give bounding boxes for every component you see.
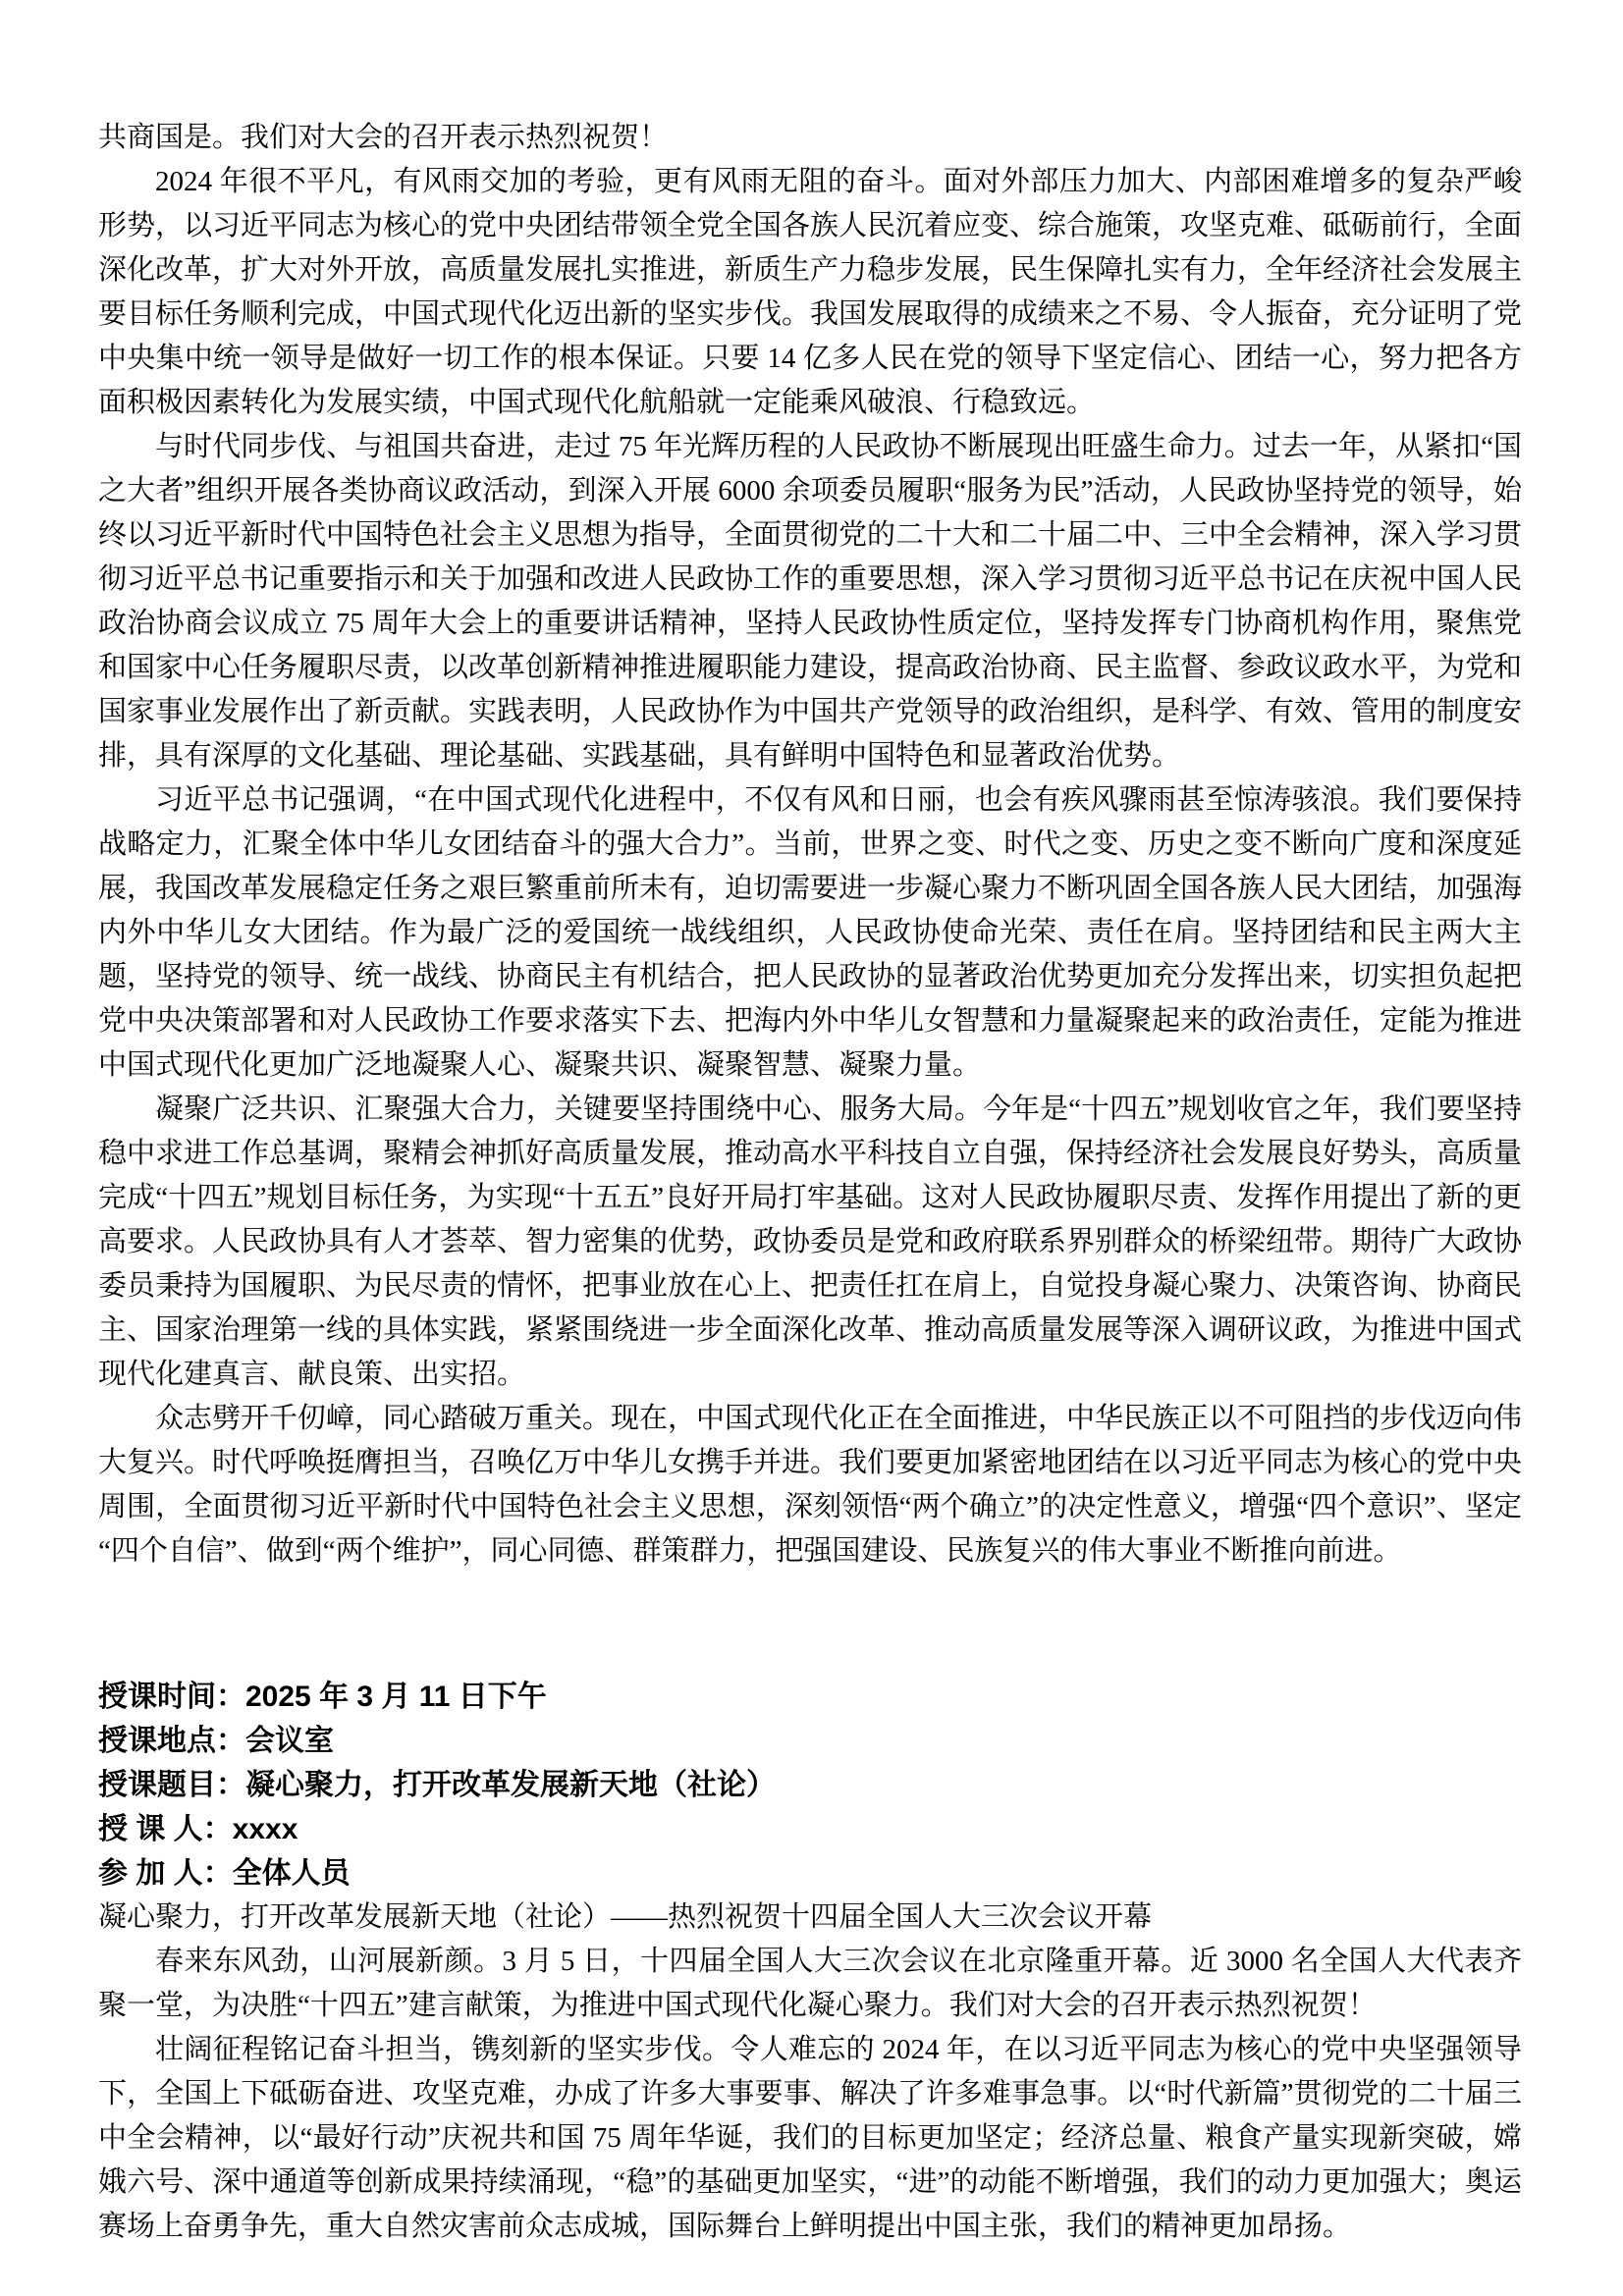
session-label: 授课时间： <box>98 1681 245 1713</box>
paragraph: 2024 年很不平凡，有风雨交加的考验，更有风雨无阻的奋斗。面对外部压力加大、内部困难增多的复杂严峻形势，以习近平同志为核心的党中央团结带领全党全国各族人民沉着应变、综合施策，攻坚克难、砥砺前行，全面深化改革，扩大对外开放，高质量发展扎实推进，新质生产力稳步发展，民生保障扎实有力，全年经济社会发展主要目标任务顺利完成，中国式现代化迈出新的坚实步伐。我国发展取得的成绩来之不易、令人振奋，充分证明了党中央集中统一领导是做好一切工作的根本保证。只要 14 亿多人民在党的领导下坚定信心、团结一心，努力把各方面积极因素转化为发展实绩，中国式现代化航船就一定能乘风破浪、行稳致远。 <box>98 166 1523 418</box>
session-value: 全体人员 <box>232 1857 351 1890</box>
editorial-title: 凝心聚力，打开改革发展新天地（社论）——热烈祝贺十四届全国人大三次会议开幕 <box>98 1901 1153 1933</box>
session-label: 授课地点： <box>98 1725 245 1757</box>
session-info-line-attendees <box>98 1851 1522 1896</box>
session-value: 会议室 <box>245 1725 334 1757</box>
session-info-line-place <box>98 1719 1522 1763</box>
session-label: 授课题目： <box>98 1769 245 1801</box>
session-value: 2025 年 3 月 11 日下午 <box>245 1681 547 1713</box>
paragraph: 共商国是。我们对大会的召开表示热烈祝贺！ <box>98 122 669 153</box>
paragraph: 习近平总书记强调，“在中国式现代化进程中，不仅有风和日丽，也会有疾风骤雨甚至惊涛骇浪。我们要保持战略定力，汇聚全体中华儿女团结奋斗的强大合力”。当前，世界之变、时代之变、历史之变不断向广度和深度延展，我国改革发展稳定任务之艰巨繁重前所未有，迫切需要进一步凝心聚力不断巩固全国各族人民大团结，加强海内外中华儿女大团结。作为最广泛的爱国统一战线组织，人民政协使命光荣、责任在肩。坚持团结和民主两大主题，坚持党的领导、统一战线、协商民主有机结合，把人民政协的显著政治优势更加充分发挥出来，切实担负起把党中央决策部署和对人民政协工作要求落实下去、把海内外中华儿女智慧和力量凝聚起来的政治责任，定能为推进中国式现代化更加广泛地凝聚人心、凝聚共识、凝聚智慧、凝聚力量。 <box>98 784 1523 1081</box>
session-value: 凝心聚力，打开改革发展新天地（社论） <box>245 1769 776 1801</box>
session-label: 参 加 人： <box>98 1857 233 1890</box>
session-info-line-lecturer <box>98 1807 1522 1851</box>
session-info-line-time <box>98 1675 1522 1719</box>
session-label: 授 课 人： <box>98 1813 233 1845</box>
paragraph: 壮阔征程铭记奋斗担当，镌刻新的坚实步伐。令人难忘的 2024 年，在以习近平同志为核心的党中央坚强领导下，全国上下砥砺奋进、攻坚克难，办成了许多大事要事、解决了许多难事急事。以“时代新篇”贯彻党的二十届三中全会精神，以“最好行动”庆祝共和国 75 周年华诞，我们的目标更加坚定；经济总量、粮食产量实现新突破，嫦娥六号、深中通道等创新成果持续涌现，“稳”的基础更加坚实，“进”的动能不断增强，我们的动力更加强大；奥运赛场上奋勇争先，重大自然灾害前众志成城，国际舞台上鲜明提出中国主张，我们的精神更加昂扬。 <box>98 2034 1522 2242</box>
paragraph: 春来东风劲，山河展新颜。3 月 5 日，十四届全国人大三次会议在北京隆重开幕。近 3000 名全国人大代表齐聚一堂，为决胜“十四五”建言献策，为推进中国式现代化凝心聚力。我们对大会的召开表示热烈祝贺！ <box>98 1946 1522 2021</box>
editorial-body <box>98 1896 1522 2249</box>
session-info-block <box>98 1675 1522 1896</box>
paragraph: 与时代同步伐、与祖国共奋进，走过 75 年光辉历程的人民政协不断展现出旺盛生命力。过去一年，从紧扣“国之大者”组织开展各类协商议政活动，到深入开展 6000 余项委员履职“服务为民”活动，人民政协坚持党的领导，始终以习近平新时代中国特色社会主义思想为指导，全面贯彻党的二十大和二十届二中、三中全会精神，深入学习贯彻习近平总书记重要指示和关于加强和改进人民政协工作的重要思想，深入学习贯彻习近平总书记在庆祝中国人民政治协商会议成立 75 周年大会上的重要讲话精神，坚持人民政协性质定位，坚持发挥专门协商机构作用，聚焦党和国家中心任务履职尽责，以改革创新精神推进履职能力建设，提高政治协商、民主监督、参政议政水平，为党和国家事业发展作出了新贡献。实践表明，人民政协作为中国共产党领导的政治组织，是科学、有效、管用的制度安排，具有深厚的文化基础、理论基础、实践基础，具有鲜明中国特色和显著政治优势。 <box>98 431 1523 772</box>
session-info-line-topic <box>98 1763 1522 1807</box>
session-value: xxxx <box>232 1813 298 1845</box>
paragraph: 凝聚广泛共识、汇聚强大合力，关键要坚持围绕中心、服务大局。今年是“十四五”规划收官之年，我们要坚持稳中求进工作总基调，聚精会神抓好高质量发展，推动高水平科技自立自强，保持经济社会发展良好势头，高质量完成“十四五”规划目标任务，为实现“十五五”良好开局打牢基础。这对人民政协履职尽责、发挥作用提出了新的更高要求。人民政协具有人才荟萃、智力密集的优势，政协委员是党和政府联系界别群众的桥梁纽带。期待广大政协委员秉持为国履职、为民尽责的情怀，把事业放在心上、把责任扛在肩上，自觉投身凝心聚力、决策咨询、协商民主、国家治理第一线的具体实践，紧紧围绕进一步全面深化改革、推动高质量发展等深入调研议政，为推进中国式现代化建真言、献良策、出实招。 <box>98 1094 1523 1390</box>
paragraph: 众志劈开千仞嶂，同心踏破万重关。现在，中国式现代化正在全面推进，中华民族正以不可阻挡的步伐迈向伟大复兴。时代呼唤挺膺担当，召唤亿万中华儿女携手并进。我们要更加紧密地团结在以习近平同志为核心的党中央周围，全面贯彻习近平新时代中国特色社会主义思想，深刻领悟“两个确立”的决定性意义，增强“四个意识”、坚定“四个自信”、做到“两个维护”，同心同德、群策群力，把强国建设、民族复兴的伟大事业不断推向前进。 <box>98 1403 1523 1567</box>
essay-body <box>98 116 1522 1574</box>
